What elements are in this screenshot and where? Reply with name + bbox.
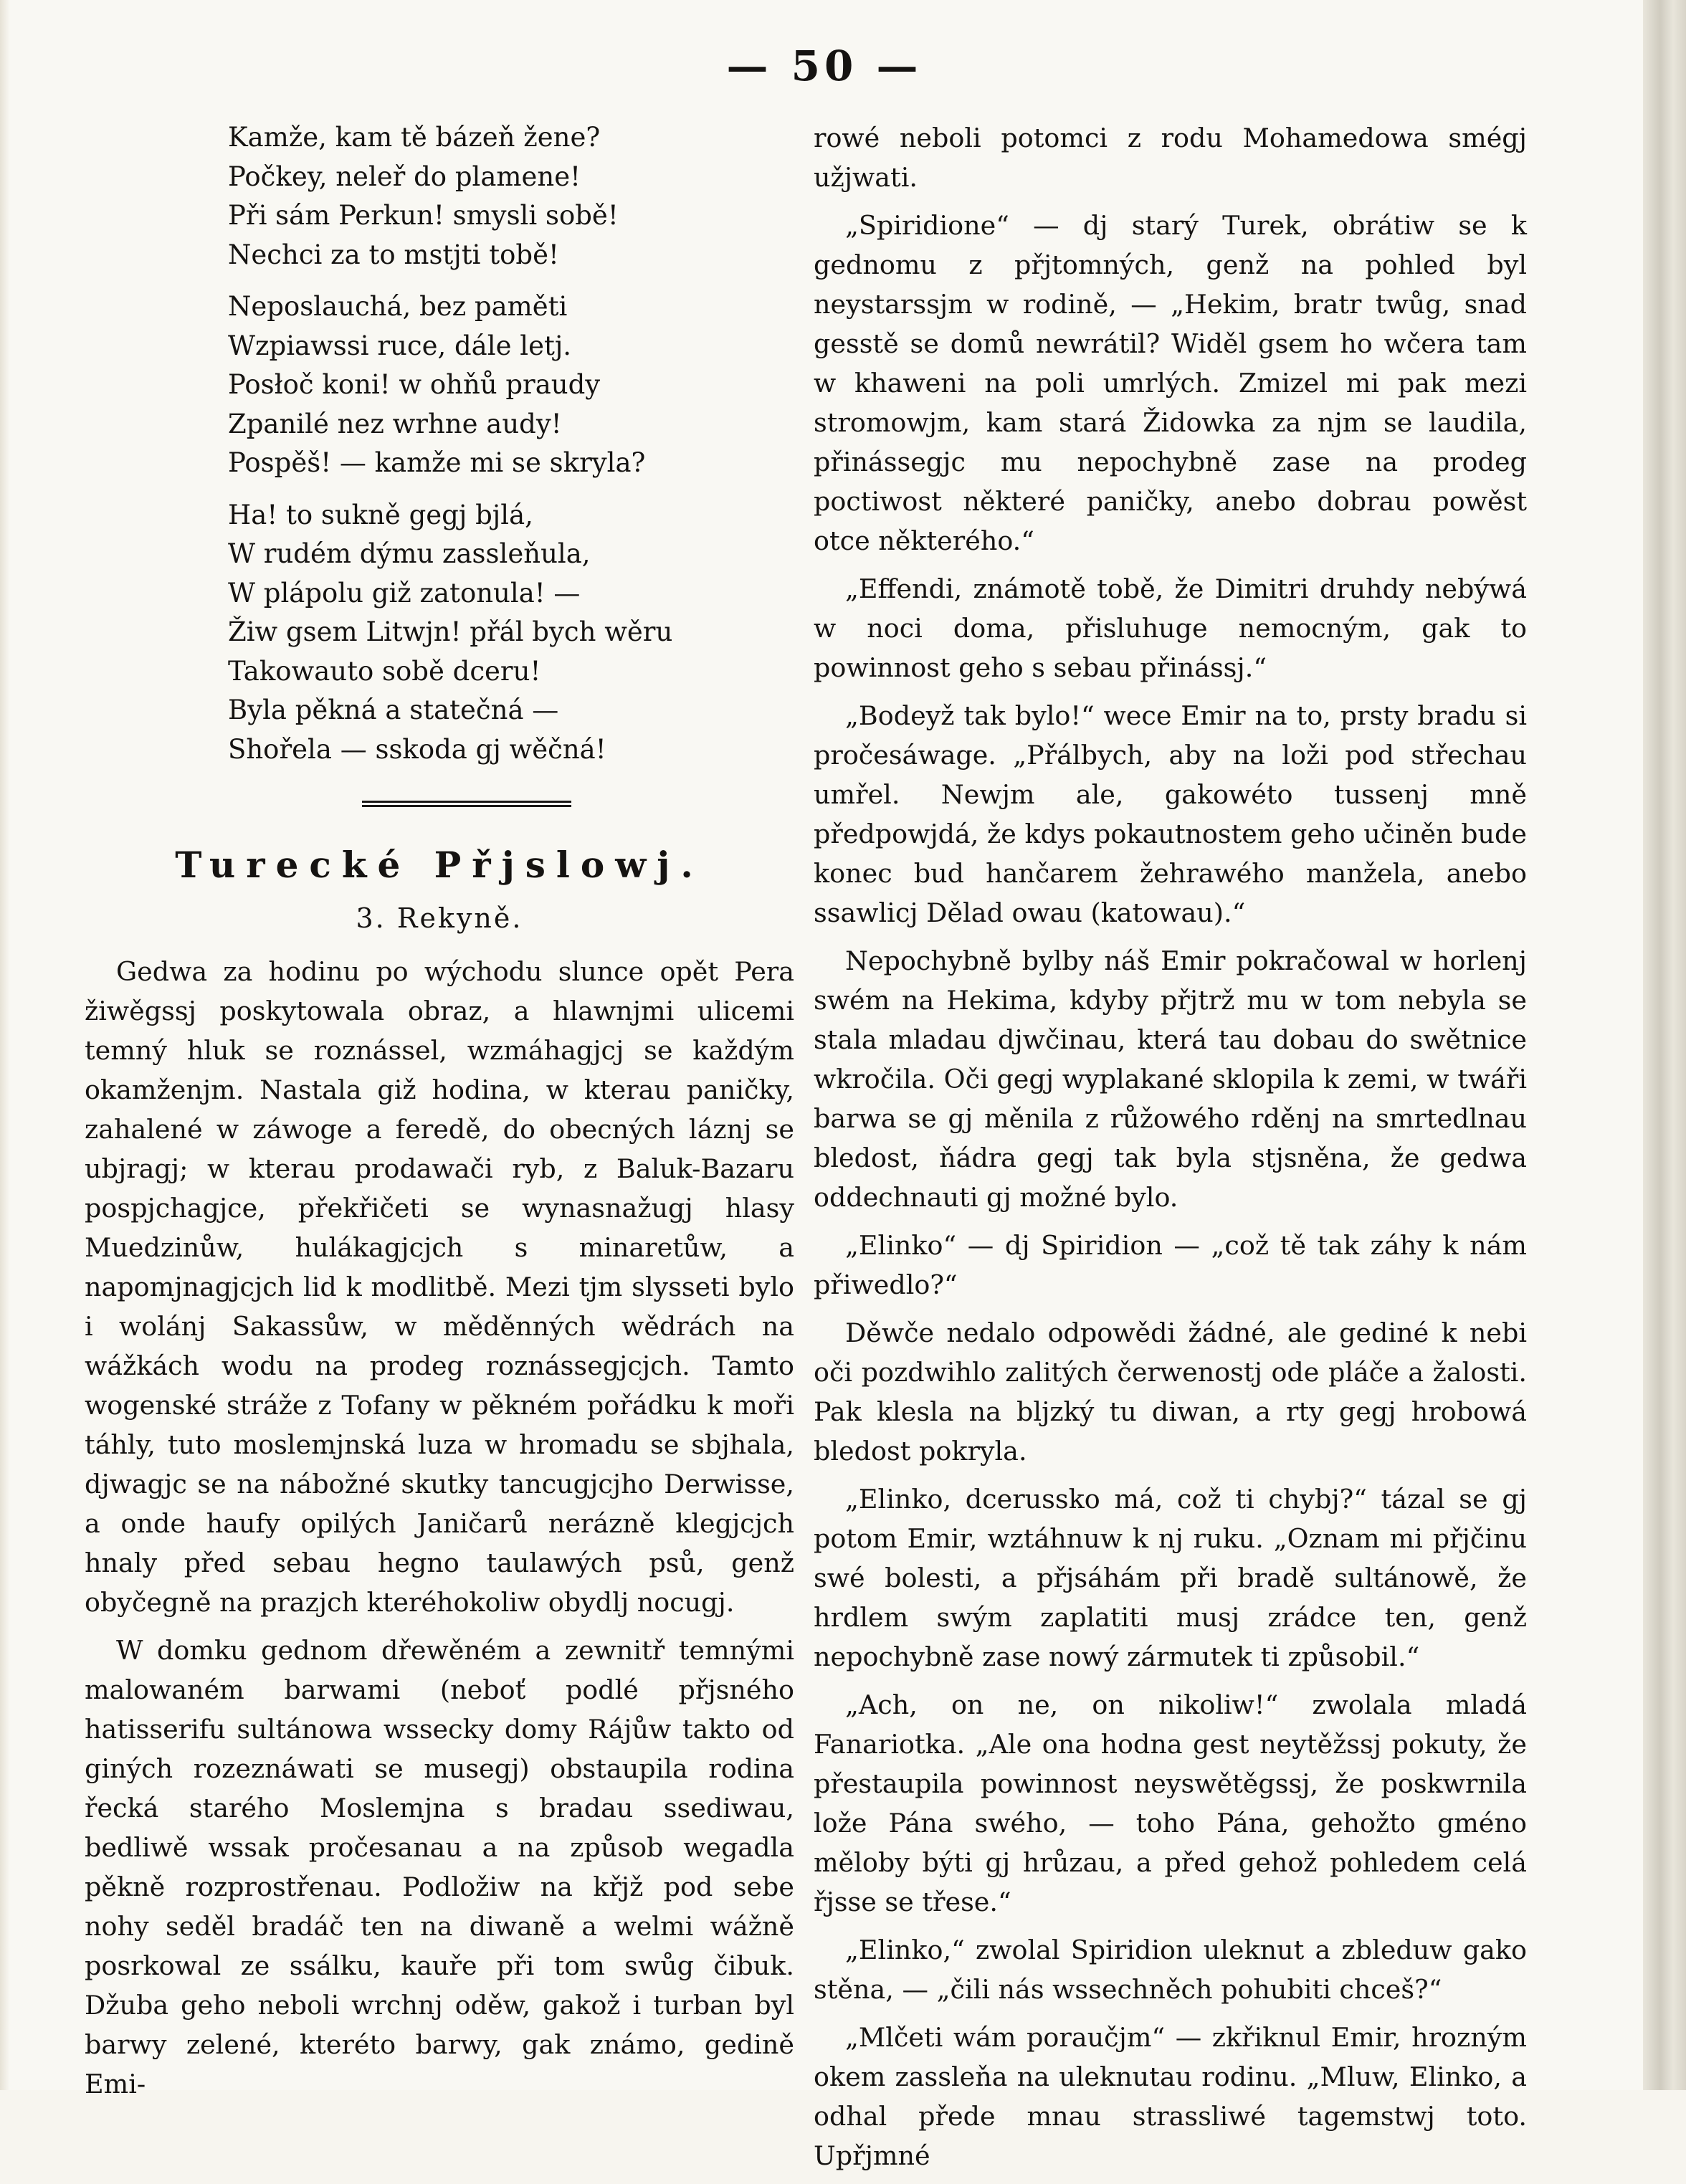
poem-stanza-2: [228, 287, 794, 483]
verse-line: Nechci za to mstjti tobě!: [228, 239, 559, 270]
verse-line: Neposlauchá, bez paměti: [228, 291, 568, 322]
right-column: [814, 118, 1527, 2184]
paragraph: „Effendi, známotě tobě, že Dimitri druhdy nebýwá w noci doma, přisluhuge nemocným, gak to powinnost geho s sebau přinássj.“: [814, 573, 1527, 683]
section-subtitle: 3. Rekyně.: [356, 902, 523, 934]
paragraph: Děwče nedalo odpowědi žádné, ale gediné k nebi oči pozdwihlo zalitých čerwenostj ode pláče a žalosti. Pak klesla na bljzký tu diwan, a rty gegj hrobowá bledost pokryla.: [814, 1317, 1527, 1467]
paragraph: „Mlčeti wám poraučjm“ — zkřiknul Emir, hrozným okem zassleňa na uleknutau rodinu. „Mluw, Elinko, a odhal přede mnau strassliwé tagemstwj toto. Upřjmné: [814, 2022, 1527, 2171]
verse-line: Shořela — sskoda gj wěčná!: [228, 733, 606, 765]
poem-stanza-1: [228, 118, 794, 275]
verse-line: Žiw gsem Litwjn! přál bych wěru: [228, 616, 673, 647]
verse-line: W rudém dýmu zassleňula,: [228, 538, 591, 569]
paragraph: „Spiridione“ — dj starý Turek, obrátiw se k gednomu z přjtomných, genž na pohled byl neystarssjm w rodině, — „Hekim, bratr twůg, snad gesstě se domů newrátil? Widěl gsem ho wčera tam w khaweni na poli umrlých. Zmizel mi pak mezi stromowjm, kam stará Židowka za njm se laudila, přinássegjc mu nepochybně zase na prodeg poctiwost některé paničky, anebo dobrau powěst otce některého.“: [814, 210, 1527, 556]
verse-line: Takowauto sobě dceru!: [228, 655, 541, 687]
verse-line: Kamže, kam tě bázeň žene?: [228, 122, 601, 153]
page-left-edge: [0, 0, 10, 2090]
verse-line: Ha! to sukně gegj bjlá,: [228, 499, 533, 530]
paragraph: W domku gednom dřewěném a zewnitř temnými malowaném barwami (neboť podlé přjsného hatisserifu sultánowa wssecky domy Rájůw takto od giných rozeznáwati se musegj) obstaupila rodina řecká starého Moslemjna s bradau ssediwau, bedliwě wssak pročesanau a na způsob wegadla pěkně rozprostřenau. Podložiw na křjž pod sebe nohy seděl bradáč ten na diwaně a welmi wážně posrkowal ze ssálku, kauře při tom swůg čibuk. Džuba geho neboli wrchnj oděw, gakož i turban byl barwy zelené, kteréto barwy, gak známo, gedině Emi-: [85, 1635, 794, 2099]
page-number: — 50 —: [726, 42, 923, 90]
verse-line: Posłoč koni! w ohňů praudy: [228, 369, 601, 400]
verse-line: Pospěš! — kamže mi se skryla?: [228, 447, 646, 478]
section-title: Turecké Přjslowj.: [175, 844, 704, 886]
section-divider: [362, 801, 571, 807]
verse-line: Počkey, neleř do plamene!: [228, 161, 581, 192]
paragraph: „Bodeyž tak bylo!“ wece Emir na to, prsty bradu si pročesáwage. „Přálbych, aby na loži pod střechau umřel. Newjm ale, gakowéto tussenj mně předpowjdá, že kdys pokautnostem geho učiněn bude konec bud hančarem žehrawého manžela, anebo ssawlicj Dělad owau (katowau).“: [814, 700, 1527, 928]
paragraph-continuation: rowé neboli potomci z rodu Mohamedowa smégj užjwati.: [814, 123, 1527, 193]
poem-stanza-3: [228, 496, 794, 770]
page-right-edge: [1643, 0, 1686, 2090]
paragraph: Gedwa za hodinu po wýchodu slunce opět Pera žiwěgssj poskytowala obraz, a hlawnjmi ulicemi temný hluk se roznássel, wzmáhagjcj se každým okamženjm. Nastala giž hodina, w kterau paničky, zahalené w záwoge a feredě, do obecných láznj se ubjragj; w kterau prodawači ryb, z Baluk-Bazaru pospjchagjce, překřičeti se wynasnažugj hlasy Muedzinůw, hulákagjcjch s minaretůw, a napomjnagjcjch lid k modlitbě. Mezi tjm slysseti bylo i wolánj Sakassůw, w měděnných wědrách na wážkách wodu na prodeg roznássegjcjch. Tamto wogenské stráže z Tofany w pěkném pořádku k moři táhly, tuto moslemjnská luza w hromadu se sbjhala, djwagjc se na nábožné skutky tancugjcjho Derwisse, a onde haufy opilých Janičarů nerázně klegjcjch hnaly před sebau hegno taulawých psů, genž obyčegně na prazjch kteréhokoliw obydlj nocugj.: [85, 956, 794, 1618]
paragraph: „Elinko,“ zwolal Spiridion uleknut a zbleduw gako stěna, — „čili nás wssechněch pohubiti chceš?“: [814, 1935, 1527, 2005]
verse-line: Při sám Perkun! smysli sobě!: [228, 200, 619, 231]
verse-line: Zpanilé nez wrhne audy!: [228, 408, 562, 439]
left-column: [85, 118, 794, 2112]
verse-line: Wzpiawssi ruce, dále letj.: [228, 330, 572, 361]
paragraph: Nepochybně bylby náš Emir pokračowal w horlenj swém na Hekima, kdyby přjtrž mu w tom nebyla se stala mladau djwčinau, která tau dobau do swětnice wkročila. Oči gegj wyplakané sklopila k zemi, w twáři barwa se gj měnila z růžowého rděnj na smrtedlnau bledost, ňádra gegj tak byla stjsněna, že gedwa oddechnauti gj možné bylo.: [814, 945, 1527, 1213]
verse-line: Byla pěkná a statečná —: [228, 695, 559, 725]
paragraph: „Ach, on ne, on nikoliw!“ zwolala mladá Fanariotka. „Ale ona hodna gest neytěžssj pokuty, že přestaupila powinnost neyswětěgssj, že poskwrnila lože Pána swého, — toho Pána, gehožto gméno měloby býti gj hrůzau, a před gehož pohledem celá řjsse se třese.“: [814, 1689, 1527, 1917]
paragraph: „Elinko, dcerussko má, což ti chybj?“ tázal se gj potom Emir, wztáhnuw k nj ruku. „Oznam mi přjčinu swé bolesti, a přjsáhám při bradě sultánowě, že hrdlem swým zaplatiti musj zrádce ten, genž nepochybně zase nowý zármutek ti způsobil.“: [814, 1484, 1527, 1672]
verse-line: W plápolu giž zatonula! —: [228, 577, 581, 609]
paragraph: „Elinko“ — dj Spiridion — „což tě tak záhy k nám přiwedlo?“: [814, 1230, 1527, 1300]
